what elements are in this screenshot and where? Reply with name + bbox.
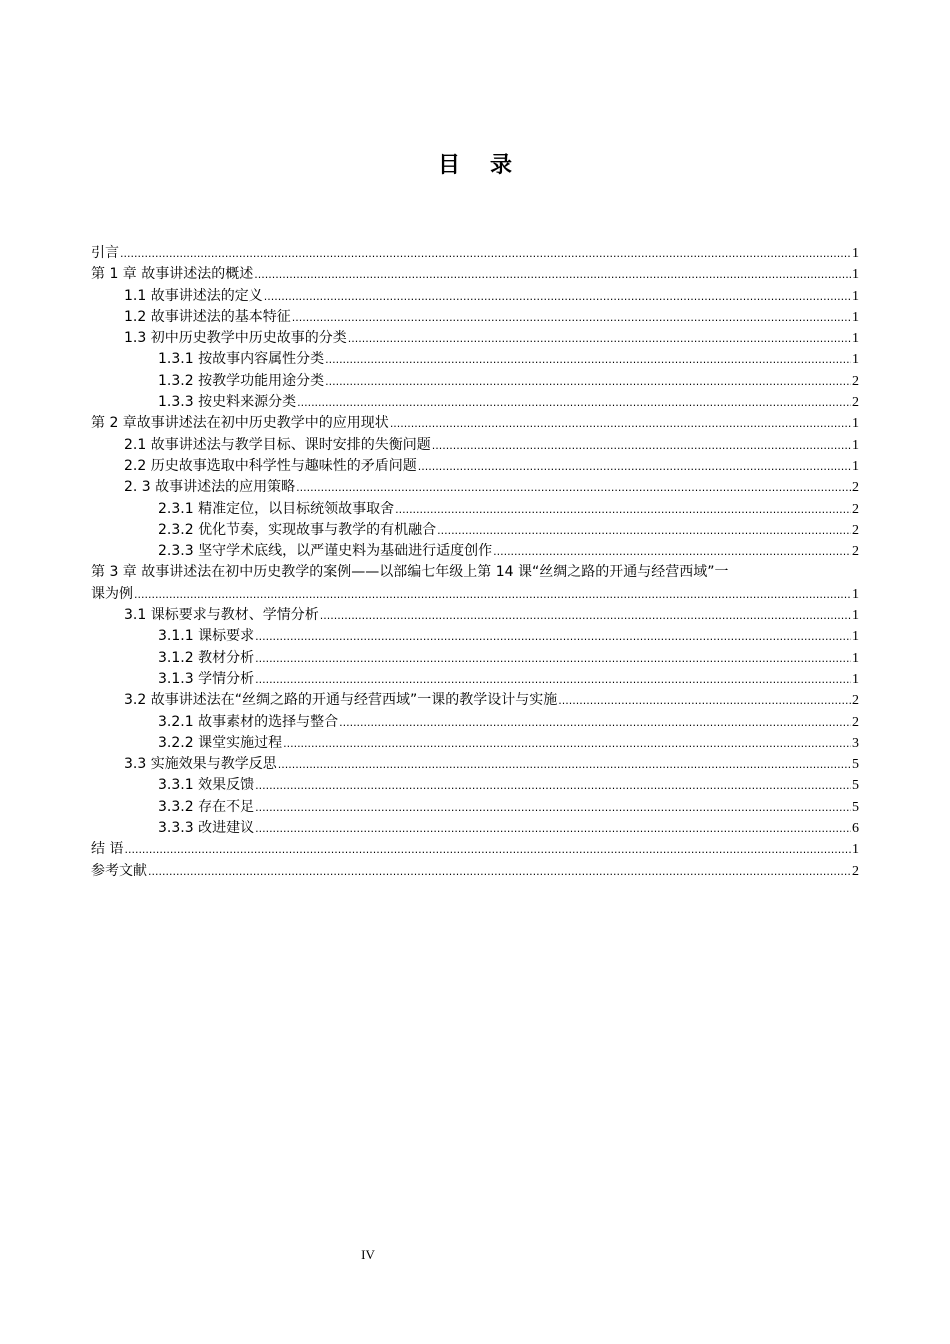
toc-leader-dots	[264, 286, 851, 307]
toc-entry-label: 3.1 课标要求与教材、学情分析	[124, 607, 319, 624]
toc-page-number: 1	[852, 416, 859, 432]
toc-leader-dots	[148, 861, 851, 882]
toc-entry[interactable]	[91, 456, 859, 477]
toc-page-number: 2	[852, 501, 859, 517]
toc-page-number: 2	[852, 480, 859, 496]
toc-leader-dots	[348, 328, 851, 349]
toc-page-number: 1	[852, 288, 859, 304]
toc-page-number: 1	[852, 842, 859, 858]
toc-entry-label: 结 语	[91, 841, 124, 858]
toc-leader-dots	[395, 499, 851, 520]
toc-entry[interactable]	[91, 669, 859, 690]
toc-leader-dots	[124, 839, 851, 860]
toc-leader-dots	[255, 669, 851, 690]
toc-entry[interactable]	[91, 712, 859, 733]
toc-entry[interactable]	[91, 371, 859, 392]
toc-entry-label: 2.3.3 坚守学术底线，以严谨史料为基础进行适度创作	[158, 543, 493, 560]
toc-entry[interactable]	[91, 605, 859, 626]
toc-page-number: 5	[852, 757, 859, 773]
toc-page-number: 5	[852, 799, 859, 815]
toc-entry-label: 1.3.2 按教学功能用途分类	[158, 372, 325, 389]
toc-entry-label: 3.3.3 改进建议	[158, 820, 255, 837]
toc-leader-dots	[320, 605, 851, 626]
toc-leader-dots	[558, 690, 851, 711]
toc-entry-label: 1.2 故事讲述法的基本特征	[124, 308, 291, 325]
toc-page-number: 1	[852, 331, 859, 347]
toc-title	[0, 148, 950, 179]
toc-entry-label: 3.2.1 故事素材的选择与整合	[158, 713, 339, 730]
toc-entry[interactable]	[91, 392, 859, 413]
toc-entry-label: 1.1 故事讲述法的定义	[124, 287, 263, 304]
toc-leader-dots	[278, 754, 851, 775]
toc-leader-dots	[297, 392, 851, 413]
toc-entry-label-cont: 课为例	[91, 585, 133, 602]
toc-entry-label: 2.2 历史故事选取中科学性与趣味性的矛盾问题	[124, 457, 417, 474]
toc-leader-dots	[255, 626, 851, 647]
toc-leader-dots	[134, 584, 851, 605]
toc-page-number: 2	[852, 544, 859, 560]
toc-leader-dots	[255, 797, 851, 818]
toc-leader-dots	[339, 712, 851, 733]
toc-entry[interactable]	[91, 818, 859, 839]
toc-entry[interactable]	[91, 286, 859, 307]
toc-entry[interactable]	[91, 648, 859, 669]
toc-entry-label: 2. 3 故事讲述法的应用策略	[124, 479, 296, 496]
toc-entry-label: 1.3.3 按史料来源分类	[158, 394, 297, 411]
toc-entry[interactable]	[91, 541, 859, 562]
toc-entry[interactable]	[91, 690, 859, 711]
page-number-footer: IV	[361, 1247, 375, 1262]
toc-page-number: 1	[852, 586, 859, 602]
toc-entry-label: 第 1 章 故事讲述法的概述	[91, 266, 254, 283]
toc-entry[interactable]	[91, 349, 859, 370]
toc-entry[interactable]	[91, 861, 859, 882]
toc-page-number: 2	[852, 714, 859, 730]
toc-entry[interactable]	[91, 839, 859, 860]
toc-page-number: 1	[852, 671, 859, 687]
toc-page-number: 1	[852, 246, 859, 261]
toc-entry[interactable]	[91, 264, 859, 285]
toc-page-number: 3	[852, 735, 859, 751]
toc-leader-dots	[493, 541, 851, 562]
toc-leader-dots	[418, 456, 851, 477]
toc-entry[interactable]	[91, 307, 859, 328]
toc-entry[interactable]	[91, 477, 859, 498]
toc-entry[interactable]	[91, 413, 859, 434]
toc-entry-label: 2.3.1 精准定位，以目标统领故事取舍	[158, 500, 395, 517]
toc-page-number: 5	[852, 778, 859, 794]
toc-entry-label: 3.1.3 学情分析	[158, 670, 255, 687]
toc-page-number: 1	[852, 352, 859, 368]
toc-leader-dots	[255, 818, 851, 839]
toc-page-number: 1	[852, 267, 859, 283]
toc-leader-dots	[437, 520, 851, 541]
toc-entry-label: 3.1.2 教材分析	[158, 649, 255, 666]
toc-entry[interactable]	[91, 733, 859, 754]
toc-page-number: 1	[852, 608, 859, 624]
toc-entry-label: 引言	[91, 245, 119, 261]
toc-entry-label: 2.3.2 优化节奏，实现故事与教学的有机融合	[158, 521, 437, 538]
toc-page-number: 2	[852, 863, 859, 879]
toc-leader-dots	[325, 371, 851, 392]
toc-entry[interactable]	[91, 520, 859, 541]
toc-entry-label: 3.3 实施效果与教学反思	[124, 756, 277, 773]
toc-entry-label: 3.1.1 课标要求	[158, 628, 255, 645]
toc-entry-label: 1.3 初中历史教学中历史故事的分类	[124, 330, 347, 347]
toc-page-number: 1	[852, 458, 859, 474]
toc-title-char-2: 录	[490, 153, 513, 178]
toc-entry[interactable]	[91, 562, 859, 583]
toc-page-number: 1	[852, 437, 859, 453]
toc-entry-label: 第 3 章 故事讲述法在初中历史教学的案例——以部编七年级上第 14 课“丝绸之路的开通与经营西域”一	[91, 564, 729, 581]
toc-leader-dots	[296, 477, 851, 498]
toc-title-char-1: 目	[437, 153, 460, 178]
toc-entry-label: 2.1 故事讲述法与教学目标、课时安排的失衡问题	[124, 436, 431, 453]
toc-page-number: 1	[852, 650, 859, 666]
toc-entry[interactable]	[91, 435, 859, 456]
toc-page-number: 2	[852, 522, 859, 538]
toc-entry-label: 3.3.1 效果反馈	[158, 777, 255, 794]
toc-entry[interactable]	[91, 775, 859, 796]
toc-entry-label: 第 2 章故事讲述法在初中历史教学中的应用现状	[91, 415, 389, 432]
toc-page-number: 2	[852, 373, 859, 389]
toc-leader-dots	[255, 775, 851, 796]
toc-entry[interactable]	[91, 626, 859, 647]
toc-page-number: 2	[852, 395, 859, 411]
toc-leader-dots	[432, 435, 851, 456]
toc-entry[interactable]	[91, 754, 859, 775]
toc-entry-label: 1.3.1 按故事内容属性分类	[158, 351, 325, 368]
toc-entry-label: 3.2 故事讲述法在“丝绸之路的开通与经营西域”一课的教学设计与实施	[124, 692, 558, 709]
toc-leader-dots	[254, 264, 851, 285]
toc-page-number: 1	[852, 309, 859, 325]
toc-page-number: 6	[852, 821, 859, 837]
toc-leader-dots	[292, 307, 851, 328]
toc-page-number: 2	[852, 693, 859, 709]
toc-entry[interactable]	[91, 243, 859, 264]
toc-entry-label: 参考文献	[91, 862, 147, 879]
toc-entry-label: 3.3.2 存在不足	[158, 798, 255, 815]
toc-leader-dots	[120, 243, 851, 264]
toc-entry-label: 3.2.2 课堂实施过程	[158, 734, 283, 751]
toc-entry[interactable]	[91, 797, 859, 818]
toc-entry-continuation[interactable]	[91, 584, 859, 605]
toc-entry[interactable]	[91, 499, 859, 520]
toc-entry[interactable]	[91, 328, 859, 349]
table-of-contents	[91, 243, 859, 882]
toc-leader-dots	[255, 648, 851, 669]
toc-leader-dots	[283, 733, 851, 754]
toc-page-number: 1	[852, 629, 859, 645]
toc-leader-dots	[390, 413, 851, 434]
toc-leader-dots	[325, 349, 851, 370]
